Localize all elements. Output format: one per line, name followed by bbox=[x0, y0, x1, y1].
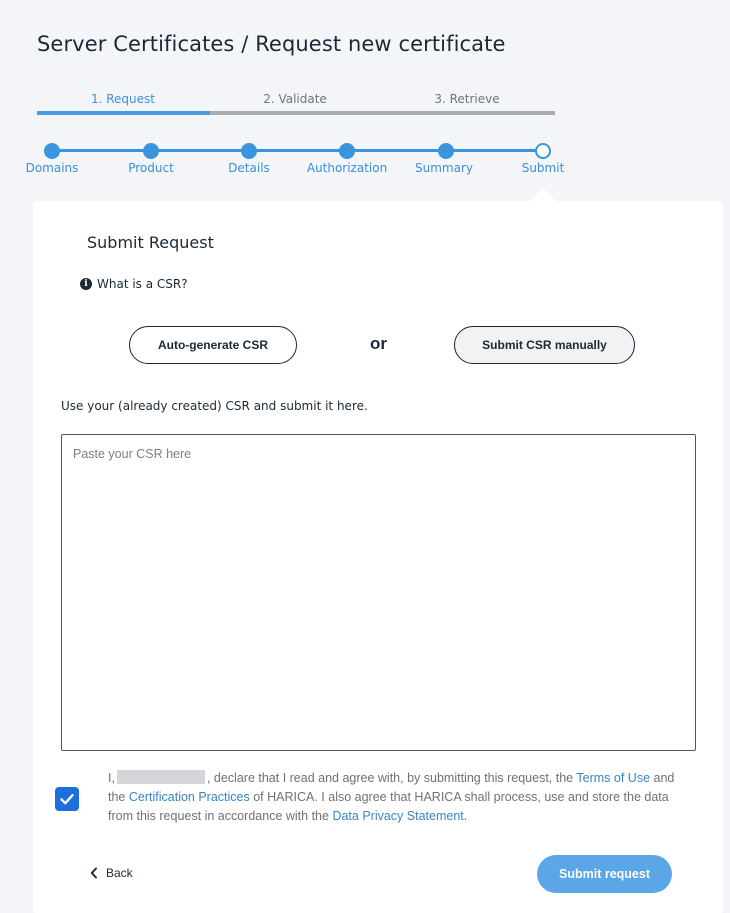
declaration-prefix: I, bbox=[108, 771, 115, 785]
submit-request-card bbox=[33, 201, 723, 913]
step-label-product[interactable]: Product bbox=[128, 161, 174, 175]
phase-request[interactable]: 1. Request bbox=[90, 92, 155, 106]
agree-checkbox[interactable] bbox=[55, 787, 79, 811]
step-label-summary[interactable]: Summary bbox=[415, 161, 473, 175]
auto-generate-csr-button[interactable]: Auto-generate CSR bbox=[129, 326, 297, 364]
step-label-details[interactable]: Details bbox=[228, 161, 270, 175]
phase-validate[interactable]: 2. Validate bbox=[263, 92, 327, 106]
certification-practices-link[interactable]: Certification Practices bbox=[128, 790, 250, 804]
checkmark-icon bbox=[59, 791, 75, 807]
data-privacy-statement-link[interactable]: Data Privacy Statement bbox=[332, 809, 464, 823]
phase-retrieve[interactable]: 3. Retrieve bbox=[434, 92, 500, 106]
step-dot-product[interactable] bbox=[143, 143, 159, 159]
declaration-part2: and the bbox=[108, 771, 675, 804]
terms-of-use-link[interactable]: Terms of Use bbox=[576, 771, 651, 785]
csr-instructions: Use your (already created) CSR and submit it here. bbox=[61, 399, 368, 413]
step-dot-authorization[interactable] bbox=[339, 143, 355, 159]
step-label-domains[interactable]: Domains bbox=[25, 161, 79, 175]
phase-bar-request bbox=[37, 111, 210, 115]
redacted-name bbox=[117, 770, 205, 784]
step-dot-submit bbox=[535, 143, 551, 159]
csr-help-link[interactable] bbox=[80, 277, 188, 291]
step-connector bbox=[52, 149, 544, 152]
back-button[interactable] bbox=[90, 866, 133, 880]
or-separator: or bbox=[370, 334, 387, 353]
info-icon: i bbox=[80, 278, 92, 290]
step-indicator bbox=[0, 140, 730, 180]
card-title: Submit Request bbox=[87, 233, 214, 252]
step-dot-domains[interactable] bbox=[44, 143, 60, 159]
phase-bar-remaining bbox=[210, 111, 555, 115]
declaration-part1: , declare that I read and agree with, by submitting this request, the bbox=[206, 771, 574, 785]
submit-request-button[interactable]: Submit request bbox=[537, 855, 672, 893]
step-label-authorization[interactable]: Authorization bbox=[306, 161, 388, 175]
step-label-submit: Submit bbox=[521, 161, 565, 175]
step-dot-details[interactable] bbox=[241, 143, 257, 159]
declaration-text bbox=[108, 769, 683, 826]
csr-help-label: What is a CSR? bbox=[97, 277, 188, 291]
submit-csr-manually-button[interactable]: Submit CSR manually bbox=[454, 326, 635, 364]
phase-tabs bbox=[37, 92, 555, 116]
csr-input[interactable] bbox=[61, 434, 696, 751]
step-dot-summary[interactable] bbox=[438, 143, 454, 159]
page-title: Server Certificates / Request new certificate bbox=[37, 32, 506, 56]
declaration-suffix: . bbox=[463, 809, 468, 823]
back-label: Back bbox=[106, 866, 133, 880]
chevron-left-icon bbox=[90, 867, 98, 879]
active-step-caret bbox=[530, 188, 556, 201]
declaration-part3: of HARICA. I also agree that HARICA shall process, use and store the data from this request in accordance with the bbox=[108, 790, 669, 823]
